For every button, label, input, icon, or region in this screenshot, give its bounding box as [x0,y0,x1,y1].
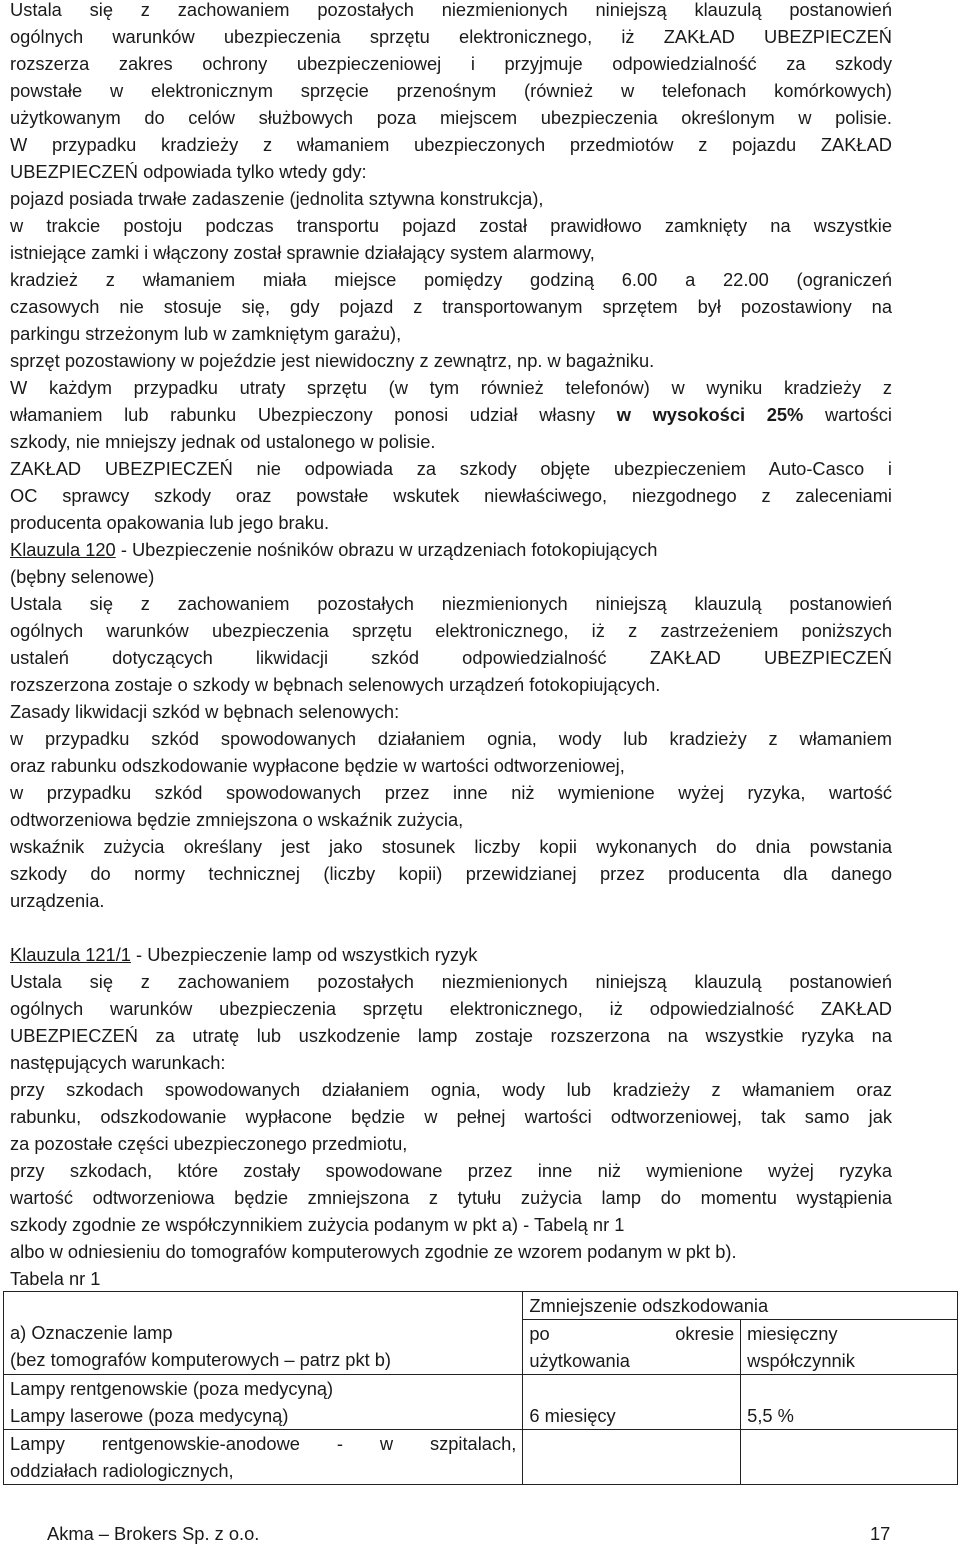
text-line: powstałe w elektronicznym sprzęcie przenośnym (również w telefonach komórkowych) [10,80,892,101]
text-line: w przypadku szkód spowodowanych działaniem ognia, wody lub kradzieży z włamaniem [10,728,892,749]
text-line: OC sprawcy szkody oraz powstałe wskutek niewłaściwego, niezgodnego z zaleceniami [10,485,892,506]
text-line: UBEZPIECZEŃ za utratę lub uszkodzenie lamp zostaje rozszerzona na wszystkie ryzyka na [10,1025,892,1046]
table-row [4,1430,958,1485]
text-line: szkody do normy technicznej (liczby kopii) przewidzianej przez producenta dla danego [10,863,892,884]
header-coef-2: współczynnik [747,1350,855,1371]
clause-120-heading [10,536,892,563]
text-segment: wartości [824,404,892,425]
text-line: albo w odniesieniu do tomografów komputerowych zgodnie ze wzorem podanym w pkt b). [10,1241,737,1262]
text-line: szkody, nie mniejszy jednak od ustalonego w polisie. [10,431,436,452]
text-line: Ustala się z zachowaniem pozostałych niezmienionych niniejszą klauzulą postanowień [10,971,892,992]
text-line: następujących warunkach: [10,1052,226,1073]
table-row [4,1375,958,1430]
clause-121-title: - Ubezpieczenie lamp od wszystkich ryzyk [136,944,478,965]
text-line: ustaleń dotyczących likwidacji szkód odpowiedzialność ZAKŁAD UBEZPIECZEŃ [10,647,892,668]
text-line: pojazd posiada trwałe zadaszenie (jednolita sztywna konstrukcja), [10,188,544,209]
text-line: (bębny selenowe) [10,566,155,587]
table-header-cell [4,1292,523,1375]
header-period-2: użytkowania [529,1350,630,1371]
table-cell: 5,5 % [741,1375,958,1430]
clause-121-heading [10,941,892,968]
text-line: użytkowanym do celów służbowych poza miejscem ubezpieczenia określonym w polisie. [10,107,892,128]
text-line: wskaźnik zużycia określany jest jako stosunek liczby kopii wykonanych do dnia powstania [10,836,892,857]
header-coef: miesięczny [747,1323,838,1344]
table-caption: Tabela nr 1 [10,1268,101,1289]
text-line: UBEZPIECZEŃ odpowiada tylko wtedy gdy: [10,161,367,182]
table-header-cell [523,1320,741,1375]
table-cell [741,1430,958,1485]
text-line: oraz rabunku odszkodowanie wypłacone będzie w wartości odtworzeniowej, [10,755,625,776]
header-lamp-note: (bez tomografów komputerowych – patrz pkt b) [10,1349,392,1370]
text-line: w przypadku szkód spowodowanych przez inne niż wymienione wyżej ryzyka, wartość [10,782,892,803]
text-line: ZAKŁAD UBEZPIECZEŃ nie odpowiada za szkody objęte ubezpieczeniem Auto-Casco i [10,458,892,479]
bold-deductible: w wysokości 25% [616,404,804,425]
text-line: parkingu strzeżonym lub w zamkniętym garażu), [10,323,402,344]
lamp-type: Lampy rentgenowskie-anodowe - w szpitalach, [10,1433,517,1454]
text-line: czasowych nie stosuje się, gdy pojazd z transportowanym sprzętem był pozostawiony na [10,296,892,317]
text-line: urządzenia. [10,890,105,911]
text-line: szkody zgodnie ze współczynnikiem zużycia podanym w pkt a) - Tabelą nr 1 [10,1214,625,1235]
clause-120-label: Klauzula 120 [10,539,116,560]
text-line: Ustala się z zachowaniem pozostałych niezmienionych niniejszą klauzulą postanowień [10,0,892,20]
text-line: W każdym przypadku utraty sprzętu (w tym również telefonów) w wyniku kradzieży z [10,377,892,398]
page-number: 17 [870,1523,891,1544]
text-line: ogólnych warunków ubezpieczenia sprzętu elektronicznego, iż ZAKŁAD UBEZPIECZEŃ [10,26,892,47]
text-line: w trakcie postoju podczas transportu pojazd został prawidłowo zamknięty na wszystkie [10,215,892,236]
header-period: po okresie [529,1323,735,1344]
text-line: sprzęt pozostawiony w pojeździe jest niewidoczny z zewnątrz, np. w bagażniku. [10,350,655,371]
header-lamp-type: a) Oznaczenie lamp [10,1322,173,1343]
lamp-type: Lampy rentgenowskie (poza medycyną) [10,1378,334,1399]
text-line: istniejące zamki i włączony został sprawnie działający system alarmowy, [10,242,595,263]
text-line [10,401,892,428]
text-line: przy szkodach spowodowanych działaniem ognia, wody lub kradzieży z włamaniem oraz [10,1079,892,1100]
text-line: ogólnych warunków ubezpieczenia sprzętu elektronicznego, iż odpowiedzialność ZAKŁAD [10,998,892,1019]
text-line: rozszerzona zostaje o szkody w bębnach selenowych urządzeń fotokopiujących. [10,674,661,695]
lamp-wear-table [3,1291,958,1485]
text-line: producenta opakowania lub jego braku. [10,512,330,533]
footer-company: Akma – Brokers Sp. z o.o. [47,1523,260,1544]
table-cell: 6 miesięcy [523,1375,741,1430]
text-line: Zasady likwidacji szkód w bębnach selenowych: [10,701,400,722]
table-cell [523,1430,741,1485]
table-cell [4,1430,523,1485]
lamp-type: oddziałach radiologicznych, [10,1460,234,1481]
text-line: wartość odtworzeniowa będzie zmniejszona z tytułu zużycia lamp do momentu wystąpienia [10,1187,892,1208]
text-line: przy szkodach, które zostały spowodowane przez inne niż wymienione wyżej ryzyka [10,1160,892,1181]
table-header-cell [741,1320,958,1375]
table-cell [4,1375,523,1430]
text-segment: włamaniem lub rabunku Ubezpieczony ponosi udział własny [10,404,596,425]
text-line: odtworzeniowa będzie zmniejszona o wskaźnik zużycia, [10,809,464,830]
text-line: rozszerza zakres ochrony ubezpieczeniowej i przyjmuje odpowiedzialność za szkody [10,53,892,74]
table-row [4,1292,958,1320]
text-line: za pozostałe części ubezpieczonego przedmiotu, [10,1133,408,1154]
clause-120-title: - Ubezpieczenie nośników obrazu w urządzeniach fotokopiujących [120,539,658,560]
text-line: rabunku, odszkodowanie wypłacone będzie w pełnej wartości odtworzeniowej, tak samo jak [10,1106,892,1127]
lamp-type: Lampy laserowe (poza medycyną) [10,1405,289,1426]
text-line: Ustala się z zachowaniem pozostałych niezmienionych niniejszą klauzulą postanowień [10,593,892,614]
text-line: W przypadku kradzieży z włamaniem ubezpieczonych przedmiotów z pojazdu ZAKŁAD [10,134,892,155]
text-line: ogólnych warunków ubezpieczenia sprzętu elektronicznego, iż z zastrzeżeniem poniższych [10,620,892,641]
text-line: kradzież z włamaniem miała miejsce pomiędzy godziną 6.00 a 22.00 (ograniczeń [10,269,892,290]
table-header-cell: Zmniejszenie odszkodowania [523,1292,958,1320]
clause-121-label: Klauzula 121/1 [10,944,131,965]
